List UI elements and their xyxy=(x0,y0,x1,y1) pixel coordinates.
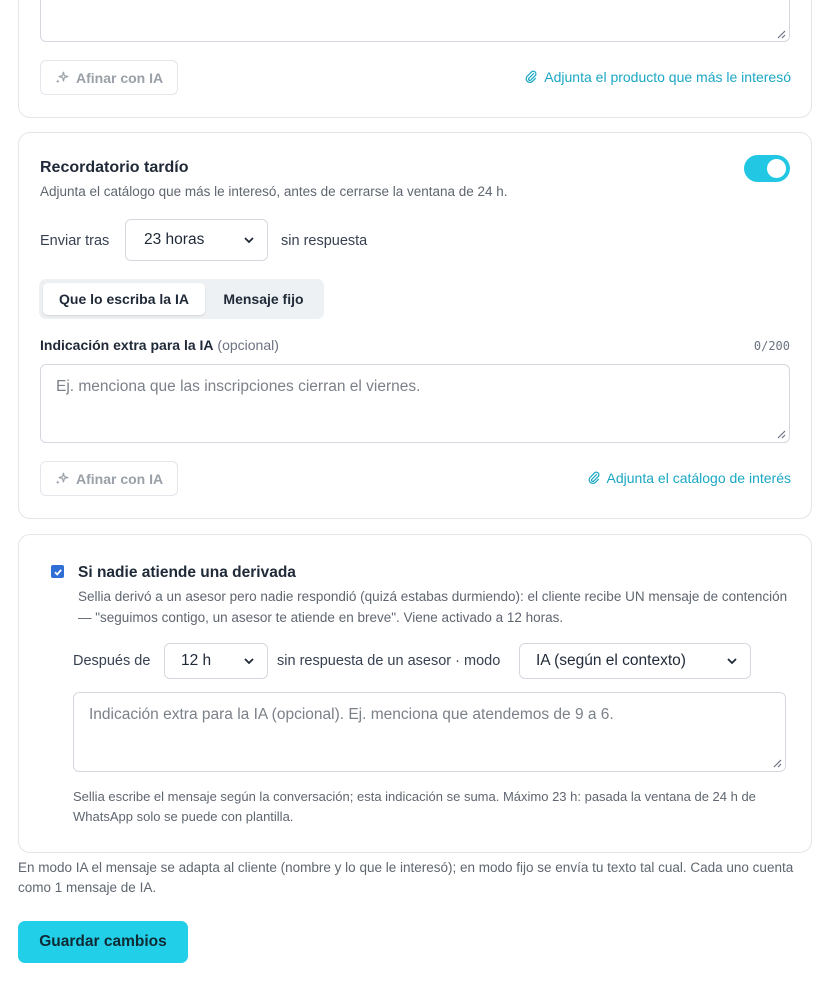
extra-instruction-label xyxy=(40,337,279,353)
footer-note: En modo IA el mensaje se adapta al cliente (nombre y lo que le interesó); en modo fijo se envía tu texto tal cual. Cada uno cuenta como 1 mensaje de IA. xyxy=(18,860,794,895)
refine-ai-button[interactable] xyxy=(40,60,178,95)
tab-ai-writes[interactable]: Que lo escriba la IA xyxy=(43,283,205,315)
no-reply-label: sin respuesta xyxy=(281,233,368,249)
extra-instruction-title: Indicación extra para la IA xyxy=(40,337,214,353)
chevron-down-icon xyxy=(243,234,255,246)
attach-product-link[interactable] xyxy=(524,69,791,85)
chevron-down-icon xyxy=(726,655,738,667)
save-changes-button[interactable]: Guardar cambios xyxy=(18,921,188,963)
attach-catalog-link[interactable] xyxy=(587,470,791,486)
tab-fixed-message[interactable]: Mensaje fijo xyxy=(223,291,304,307)
attach-product-label: Adjunta el producto que más le interesó xyxy=(544,69,791,85)
unattended-handoff-card xyxy=(18,534,812,853)
handoff-delay-value: 12 h xyxy=(181,652,212,669)
handoff-help-text: Sellia escribe el mensaje según la conversación; esta indicación se suma. Máximo 23 h: pasada la ventana de 24 h de WhatsApp solo se puede con plantilla. xyxy=(73,789,756,824)
chevron-down-icon xyxy=(243,655,255,667)
no-advisor-reply-label: sin respuesta de un asesor · modo xyxy=(277,653,501,669)
late-reminder-toggle[interactable] xyxy=(744,155,790,182)
late-reminder-subtitle: Adjunta el catálogo que más le interesó, antes de cerrarse la ventana de 24 h. xyxy=(40,184,508,199)
unattended-checkbox[interactable] xyxy=(51,565,64,578)
previous-extra-textarea[interactable] xyxy=(40,0,790,42)
after-label: Después de xyxy=(73,653,151,669)
refine-ai-button[interactable] xyxy=(40,461,178,496)
send-after-label: Enviar tras xyxy=(40,233,110,249)
previous-reminder-card xyxy=(18,0,812,118)
handoff-mode-value: IA (según el contexto) xyxy=(536,652,686,669)
late-reminder-card xyxy=(18,132,812,519)
unattended-description: Sellia derivó a un asesor pero nadie respondió (quizá estabas durmiendo): el cliente recibe UN mensaje de contención — "seguimos contigo, un asesor te atiende en breve". Viene activado a 12 horas. xyxy=(78,589,788,625)
refine-ai-label: Afinar con IA xyxy=(76,470,164,487)
paperclip-icon xyxy=(524,70,538,84)
delay-select-value: 23 horas xyxy=(144,231,205,248)
extra-instruction-textarea[interactable] xyxy=(40,364,790,443)
resize-grip-icon xyxy=(776,29,786,39)
sparkle-icon xyxy=(55,471,70,486)
handoff-extra-textarea[interactable] xyxy=(73,692,786,772)
refine-ai-label: Afinar con IA xyxy=(76,69,164,86)
resize-grip-icon xyxy=(776,429,786,439)
char-counter: 0/200 xyxy=(753,339,790,353)
unattended-title: Si nadie atiende una derivada xyxy=(78,564,296,581)
resize-grip-icon xyxy=(772,758,782,768)
attach-catalog-label: Adjunta el catálogo de interés xyxy=(606,470,791,486)
mode-segmented-control xyxy=(39,279,324,319)
check-icon xyxy=(53,567,63,577)
paperclip-icon xyxy=(587,471,601,485)
delay-select[interactable] xyxy=(125,219,268,261)
extra-instruction-optional: (opcional) xyxy=(217,337,279,353)
sparkle-icon xyxy=(55,70,70,85)
handoff-mode-select[interactable] xyxy=(519,643,751,679)
handoff-delay-select[interactable] xyxy=(164,643,268,679)
late-reminder-title: Recordatorio tardío xyxy=(40,159,189,176)
toggle-knob xyxy=(767,159,786,178)
